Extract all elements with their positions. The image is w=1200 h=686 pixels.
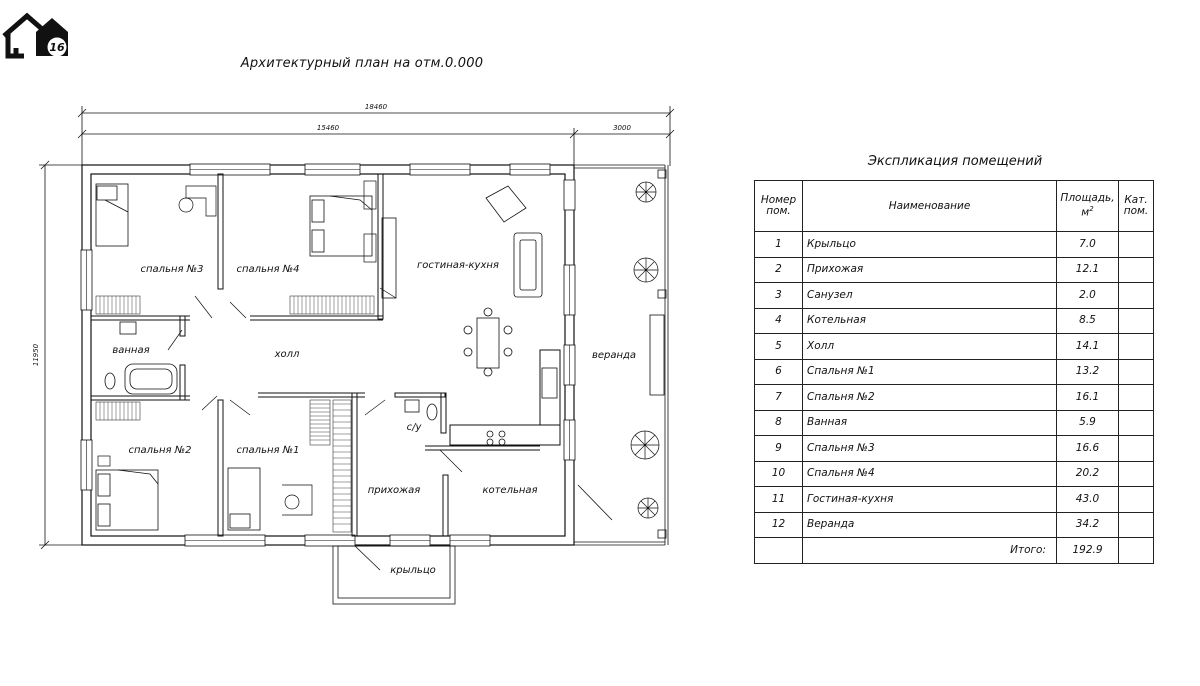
row-name: Веранда <box>803 512 1057 538</box>
table-row <box>755 410 1154 436</box>
row-name: Спальня №2 <box>803 385 1057 411</box>
room-label-bedroom2: спальня №2 <box>128 445 192 456</box>
row-cat <box>1119 257 1154 283</box>
row-num: 4 <box>755 308 803 334</box>
row-name: Спальня №4 <box>803 461 1057 487</box>
table-row <box>755 512 1154 538</box>
row-area: 12.1 <box>1057 257 1119 283</box>
row-cat <box>1119 410 1154 436</box>
row-name: Спальня №1 <box>803 359 1057 385</box>
row-area: 7.0 <box>1057 232 1119 258</box>
row-cat <box>1119 385 1154 411</box>
room-label-hall: холл <box>274 349 300 360</box>
row-area: 20.2 <box>1057 461 1119 487</box>
room-label-veranda: веранда <box>591 350 637 361</box>
room-label-bath: ванная <box>112 345 150 356</box>
table-row <box>755 436 1154 462</box>
row-cat <box>1119 359 1154 385</box>
room-label-porch: крыльцо <box>390 565 436 576</box>
dim-overall: 18460 <box>364 103 388 111</box>
row-area: 16.1 <box>1057 385 1119 411</box>
row-area: 8.5 <box>1057 308 1119 334</box>
row-cat <box>1119 487 1154 513</box>
room-label-living: гостиная-кухня <box>417 260 499 271</box>
row-name: Ванная <box>803 410 1057 436</box>
row-cat <box>1119 334 1154 360</box>
table-header-row <box>755 181 1154 232</box>
row-area: 16.6 <box>1057 436 1119 462</box>
row-name: Спальня №3 <box>803 436 1057 462</box>
header-area <box>1057 181 1119 232</box>
dim-main: 15460 <box>316 124 340 132</box>
header-area-sup: 2 <box>1089 205 1094 214</box>
logo-badge: 16 <box>49 41 65 54</box>
row-cat <box>1119 283 1154 309</box>
table-row <box>755 257 1154 283</box>
row-area: 5.9 <box>1057 410 1119 436</box>
table-total-row <box>755 538 1154 564</box>
row-area: 34.2 <box>1057 512 1119 538</box>
row-cat <box>1119 436 1154 462</box>
row-name: Котельная <box>803 308 1057 334</box>
explication-table <box>754 180 1154 564</box>
header-num: Номер пом. <box>755 181 803 232</box>
plan-title: Архитектурный план на отм.0.000 <box>240 56 484 71</box>
row-num: 10 <box>755 461 803 487</box>
row-num: 2 <box>755 257 803 283</box>
row-name: Прихожая <box>803 257 1057 283</box>
row-name: Крыльцо <box>803 232 1057 258</box>
row-cat <box>1119 308 1154 334</box>
total-label: Итого: <box>803 538 1057 564</box>
row-area: 14.1 <box>1057 334 1119 360</box>
table-row <box>755 461 1154 487</box>
row-name: Холл <box>803 334 1057 360</box>
row-cat <box>1119 512 1154 538</box>
row-num: 7 <box>755 385 803 411</box>
table-row <box>755 232 1154 258</box>
row-area: 43.0 <box>1057 487 1119 513</box>
row-area: 13.2 <box>1057 359 1119 385</box>
table-row <box>755 487 1154 513</box>
row-num: 1 <box>755 232 803 258</box>
row-num: 5 <box>755 334 803 360</box>
header-cat: Кат. пом. <box>1119 181 1154 232</box>
row-name: Санузел <box>803 283 1057 309</box>
row-num: 11 <box>755 487 803 513</box>
room-label-wc: с/у <box>406 422 422 433</box>
dim-veranda: 3000 <box>613 124 631 132</box>
row-num: 12 <box>755 512 803 538</box>
total-area: 192.9 <box>1057 538 1119 564</box>
total-empty <box>755 538 803 564</box>
room-label-entry: прихожая <box>367 485 421 496</box>
row-num: 3 <box>755 283 803 309</box>
room-label-bedroom4: спальня №4 <box>236 264 300 275</box>
table-row <box>755 334 1154 360</box>
room-label-bedroom1: спальня №1 <box>236 445 300 456</box>
room-label-bedroom3: спальня №3 <box>140 264 204 275</box>
row-cat <box>1119 461 1154 487</box>
row-name: Гостиная-кухня <box>803 487 1057 513</box>
header-area-label: Площадь, м <box>1060 192 1115 219</box>
row-cat <box>1119 232 1154 258</box>
table-row <box>755 385 1154 411</box>
row-area: 2.0 <box>1057 283 1119 309</box>
row-num: 8 <box>755 410 803 436</box>
table-body <box>755 232 1154 564</box>
table-row <box>755 359 1154 385</box>
room-label-boiler: котельная <box>482 485 538 496</box>
dim-height: 11950 <box>32 343 40 367</box>
table-row <box>755 283 1154 309</box>
explication-title: Экспликация помещений <box>867 154 1043 169</box>
header-name: Наименование <box>803 181 1057 232</box>
table-row <box>755 308 1154 334</box>
row-num: 6 <box>755 359 803 385</box>
row-num: 9 <box>755 436 803 462</box>
total-cat <box>1119 538 1154 564</box>
